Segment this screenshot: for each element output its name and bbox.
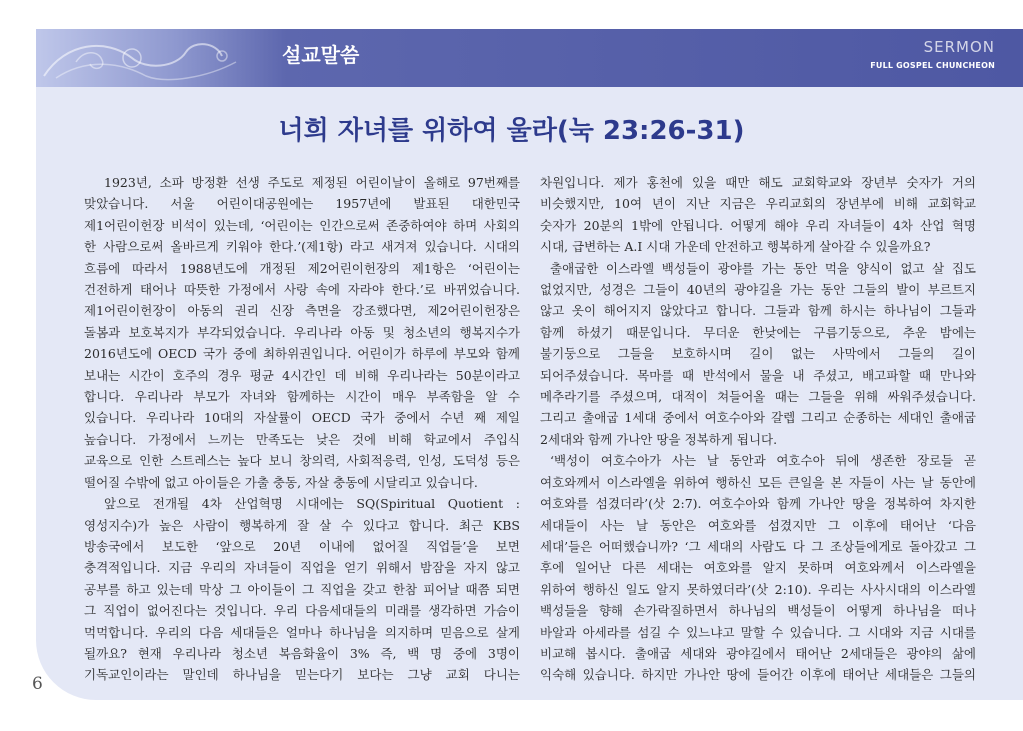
text-line: 여호와를 섬겼더라’(삿 2:7). 여호수아와 함께 가나안 땅을 정복하여 차지한 (540, 496, 976, 512)
text-line: 방송국에서 보도한 ‘앞으로 20년 이내에 없어질 직업들’을 보면 (84, 538, 520, 554)
text-line: 공부를 하고 있는데 막상 그 아이들이 그 직업을 갖고 한참 피어날 때쯤 되면 (84, 581, 520, 597)
text-line: 있습니다. 우리나라 10대의 자살률이 OECD 국가 중에서 수년 째 제일 (84, 410, 520, 426)
text-line: 비슷했지만, 10여 년이 지난 지금은 우리교회의 장년부에 비해 교회학교 (540, 196, 976, 212)
text-line: ‘백성이 여호수아가 사는 날 동안과 여호수아 뒤에 생존한 장로들 곧 (550, 453, 976, 469)
text-line: 기독교인이라는 말인데 하나님을 믿는다기 보다는 그냥 교회 다니는 (84, 667, 520, 683)
text-line: 백성들을 향해 손가락질하면서 하나님의 백성들이 어떻게 하나님을 떠나 (540, 603, 976, 619)
text-line: 않고 옷이 해어지지 않았다고 합니다. 그들과 함께 하시는 하나님이 그들과 (540, 303, 976, 319)
text-line: 출애굽한 이스라엘 백성들이 광야를 가는 동안 먹을 양식이 없고 살 집도 (550, 260, 976, 276)
text-line: 돌봄과 보호복지가 부각되었습니다. 우리나라 아동 및 청소년의 행복지수가 (84, 324, 520, 340)
text-line: 합니다. 우리나라 부모가 자녀와 함께하는 시간이 매우 부족함을 알 수 (84, 389, 520, 405)
text-line: 익숙해 있습니다. 하지만 가나안 땅에 들어간 이후에 태어난 세대들은 그들의 (540, 667, 976, 683)
ornament-icon (36, 32, 266, 84)
page-number: 6 (32, 674, 43, 694)
text-line: 2016년도에 OECD 국가 중에 최하위권입니다. 어린이가 하루에 부모와 함께 (84, 346, 520, 362)
brand-sub: FULL GOSPEL CHUNCHEON (870, 61, 995, 70)
text-line: 영성지수)가 높은 사람이 행복하게 잘 살 수 있다고 합니다. 최근 KBS (84, 517, 520, 533)
text-line: 건전하게 태어나 따뜻한 가정에서 사랑 속에 자라야 한다.’로 바뀌었습니다. (84, 282, 520, 298)
text-line: 그리고 출애굽 1세대 중에서 여호수아와 갈렙 그리고 순종하는 세대인 출애굽 (540, 410, 976, 426)
text-line: 함께 하셨기 때문입니다. 무더운 한낮에는 구름기둥으로, 추운 밤에는 (540, 324, 976, 340)
text-line: 제1어린이헌장이 아동의 권리 신장 측면을 강조했다면, 제2어린이헌장은 (84, 303, 520, 319)
text-line: 후에 일어난 다른 세대는 여호와를 알지 못하며 여호와께서 이스라엘을 (540, 560, 976, 576)
text-line: 차원입니다. 제가 홍천에 있을 때만 해도 교회학교와 장년부 숫자가 거의 (540, 175, 976, 190)
text-line: 충격적입니다. 지금 우리의 자녀들이 직업을 얻기 위해서 밤잠을 자지 않고 (84, 560, 520, 576)
text-line: 제1어린이헌장 비석이 있는데, ‘어린이는 인간으로써 존중하여야 하며 사회의 (84, 217, 520, 233)
text-line: 한 사람으로써 올바르게 키워야 한다.’(제1항) 라고 새겨져 있습니다. 시대의 (84, 239, 520, 255)
text-line: 위하여 행하신 일도 알지 못하였더라’(삿 2:10). 우리는 사사시대의 이스라엘 (540, 581, 976, 597)
text-line: 맞았습니다. 서울 어린이대공원에는 1957년에 발표된 대한민국 (84, 196, 520, 212)
text-line: 높습니다. 가정에서 느끼는 만족도는 낮은 것에 비해 학교에서 주입식 (84, 431, 520, 447)
text-line: 숫자가 20분의 1밖에 안됩니다. 어떻게 해야 우리 자녀들이 4차 산업 혁명 (540, 217, 976, 233)
text-line: 비교해 봅시다. 출애굽 세대와 광야길에서 태어난 2세대들은 광야의 삶에 (540, 645, 976, 661)
text-line: 될까요? 현재 우리나라 청소년 복음화율이 3% 즉, 백 명 중에 3명이 (84, 645, 520, 661)
article-column-right (540, 172, 976, 686)
text-line: 세대들이 사는 날 동안은 여호와를 섬겼지만 그 이후에 태어난 ‘다음 (540, 517, 976, 533)
brand-block (870, 38, 995, 70)
text-line: 그 직업이 없어진다는 것입니다. 우리 다음세대들의 미래를 생각하면 가슴이 (84, 603, 520, 619)
text-line: 세대’들은 어떠했습니까? ‘그 세대의 사람도 다 그 조상들에게로 돌아갔고 그 (540, 538, 976, 554)
section-title: 설교말씀 (282, 43, 360, 67)
text-line: 바알과 아세라를 섬길 수 있느냐고 말할 수 있습니다. 그 시대와 지금 시대를 (540, 624, 976, 640)
text-line: 떨어질 수밖에 없고 아이들은 가출 충동, 자살 충동에 시달리고 있습니다. (84, 474, 478, 490)
text-line: 교육으로 인한 스트레스는 높다 보니 창의력, 사회적응력, 인성, 도덕성 등은 (84, 453, 520, 469)
text-line: 여호와께서 이스라엘을 위하여 행하신 모든 큰일을 본 자들이 사는 날 동안에 (540, 474, 976, 490)
text-line: 메추라기를 주셨으며, 대적이 쳐들어올 때는 그들을 위해 싸워주셨습니다. (540, 389, 976, 405)
text-line: 되어주셨습니다. 목마를 때 반석에서 물을 내 주셨고, 배고파할 때 만나와 (540, 367, 976, 383)
text-line: 앞으로 전개될 4차 산업혁명 시대에는 SQ(Spiritual Quotient : (104, 496, 520, 512)
text-line: 흐름에 따라서 1988년도에 개정된 제2어린이헌장의 제1항은 ‘어린이는 (84, 260, 520, 276)
text-line: 보내는 시간이 호주의 경우 평균 4시간인 데 비해 우리나라는 50분이라고 (84, 367, 520, 383)
article-title: 너희 자녀를 위하여 울라(눅 23:26-31) (278, 116, 745, 146)
text-line: 1923년, 소파 방정환 선생 주도로 제정된 어린이날이 올해로 97번째를 (104, 175, 520, 190)
text-line: 시대, 급변하는 A.I 시대 가운데 안전하고 행복하게 살아갈 수 있을까요? (540, 239, 931, 255)
brand-main: SERMON (923, 38, 995, 56)
text-line: 없었지만, 성경은 그들이 40년의 광야길을 가는 동안 그들의 발이 부르트지 (540, 282, 976, 298)
text-line: 불기둥으로 그들을 보호하시며 길이 없는 사막에서 그들의 길이 (540, 346, 976, 362)
text-line: 2세대와 함께 가나안 땅을 정복하게 됩니다. (540, 431, 778, 447)
text-line: 먹먹합니다. 우리의 다음 세대들은 얼마나 하나님을 의지하며 믿음으로 살게 (84, 624, 520, 640)
article-column-left (84, 172, 520, 686)
